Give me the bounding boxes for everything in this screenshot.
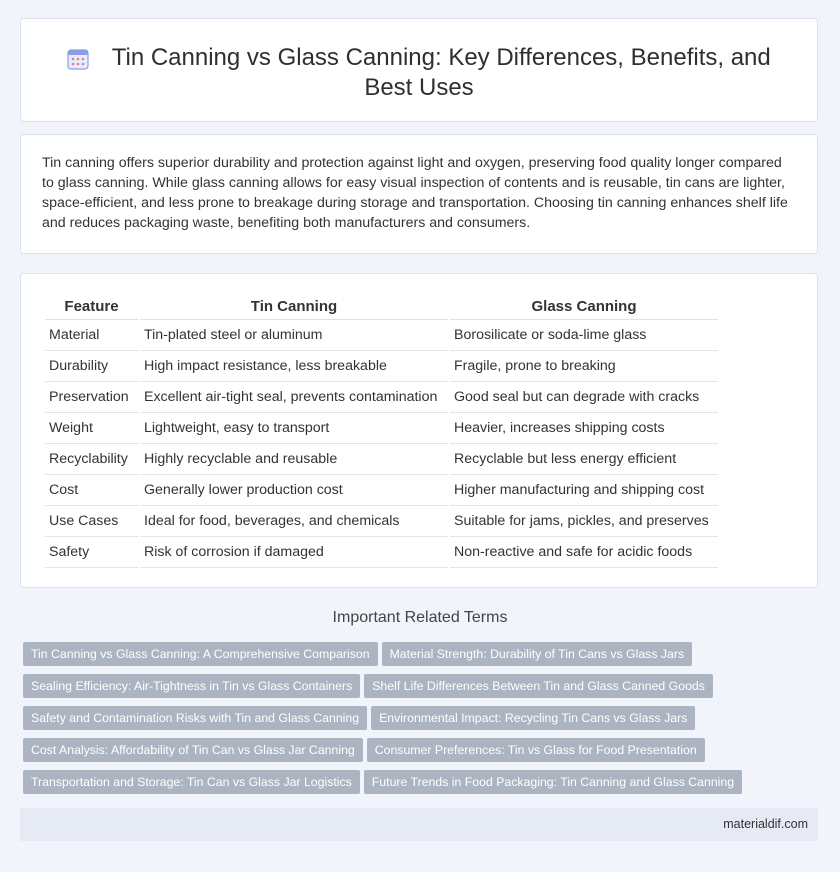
table-cell: Material [45,320,138,351]
related-term-link[interactable]: Sealing Efficiency: Air-Tightness in Tin vs Glass Containers [23,674,360,698]
table-cell: Risk of corrosion if damaged [140,537,448,568]
tag-row [23,738,813,770]
related-terms-list [23,642,813,802]
table-row [45,320,718,351]
page-title: Tin Canning vs Glass Canning: Key Differences, Benefits, and Best Uses [111,44,771,101]
related-terms-title: Important Related Terms [332,609,508,626]
table-cell: Preservation [45,382,138,413]
column-header: Feature [45,293,138,320]
table-cell: Safety [45,537,138,568]
table-cell: Fragile, prone to breaking [450,351,718,382]
column-header: Glass Canning [450,293,718,320]
table-row [45,475,718,506]
tag-row [23,642,813,674]
column-header: Tin Canning [140,293,448,320]
related-term-link[interactable]: Tin Canning vs Glass Canning: A Comprehensive Comparison [23,642,378,666]
title-row [21,43,817,103]
table-header-row [45,293,718,320]
comparison-table-card [20,273,818,588]
related-term-link[interactable]: Cost Analysis: Affordability of Tin Can vs Glass Jar Canning [23,738,363,762]
table-cell: Highly recyclable and reusable [140,444,448,475]
table-cell: High impact resistance, less breakable [140,351,448,382]
table-row [45,382,718,413]
table-cell: Generally lower production cost [140,475,448,506]
table-row [45,537,718,568]
table-cell: Durability [45,351,138,382]
site-credit[interactable]: materialdif.com [723,817,808,831]
calendar-grid-icon [67,48,89,70]
table-cell: Recyclable but less energy efficient [450,444,718,475]
related-term-link[interactable]: Consumer Preferences: Tin vs Glass for Food Presentation [367,738,705,762]
table-cell: Good seal but can degrade with cracks [450,382,718,413]
related-term-link[interactable]: Material Strength: Durability of Tin Cans vs Glass Jars [382,642,693,666]
header-card [20,18,818,122]
table-row [45,413,718,444]
intro-card [20,134,818,254]
table-cell: Ideal for food, beverages, and chemicals [140,506,448,537]
intro-paragraph: Tin canning offers superior durability and protection against light and oxygen, preserving food quality longer compared to glass canning. While glass canning allows for easy visual inspection of contents and is reusable, tin cans are lighter, space-efficient, and less prone to breakage during storage and transportation. Choosing tin canning enhances shelf life and reduces packaging waste, benefiting both manufacturers and consumers. [42,155,788,231]
tag-row [23,706,813,738]
table-row [45,506,718,537]
table-cell: Excellent air-tight seal, prevents contamination [140,382,448,413]
related-term-link[interactable]: Safety and Contamination Risks with Tin and Glass Canning [23,706,367,730]
table-row [45,351,718,382]
table-cell: Tin-plated steel or aluminum [140,320,448,351]
table-cell: Borosilicate or soda-lime glass [450,320,718,351]
table-row [45,444,718,475]
footer [20,808,818,841]
related-term-link[interactable]: Future Trends in Food Packaging: Tin Canning and Glass Canning [364,770,742,794]
table-cell: Heavier, increases shipping costs [450,413,718,444]
table-cell: Use Cases [45,506,138,537]
table-cell: Recyclability [45,444,138,475]
table-cell: Suitable for jams, pickles, and preserves [450,506,718,537]
related-term-link[interactable]: Transportation and Storage: Tin Can vs Glass Jar Logistics [23,770,360,794]
table-cell: Higher manufacturing and shipping cost [450,475,718,506]
table-cell: Non-reactive and safe for acidic foods [450,537,718,568]
table-cell: Weight [45,413,138,444]
comparison-table [43,293,720,568]
table-cell: Lightweight, easy to transport [140,413,448,444]
related-term-link[interactable]: Environmental Impact: Recycling Tin Cans vs Glass Jars [371,706,695,730]
related-term-link[interactable]: Shelf Life Differences Between Tin and Glass Canned Goods [364,674,713,698]
tag-row [23,674,813,706]
table-cell: Cost [45,475,138,506]
tag-row [23,770,813,802]
